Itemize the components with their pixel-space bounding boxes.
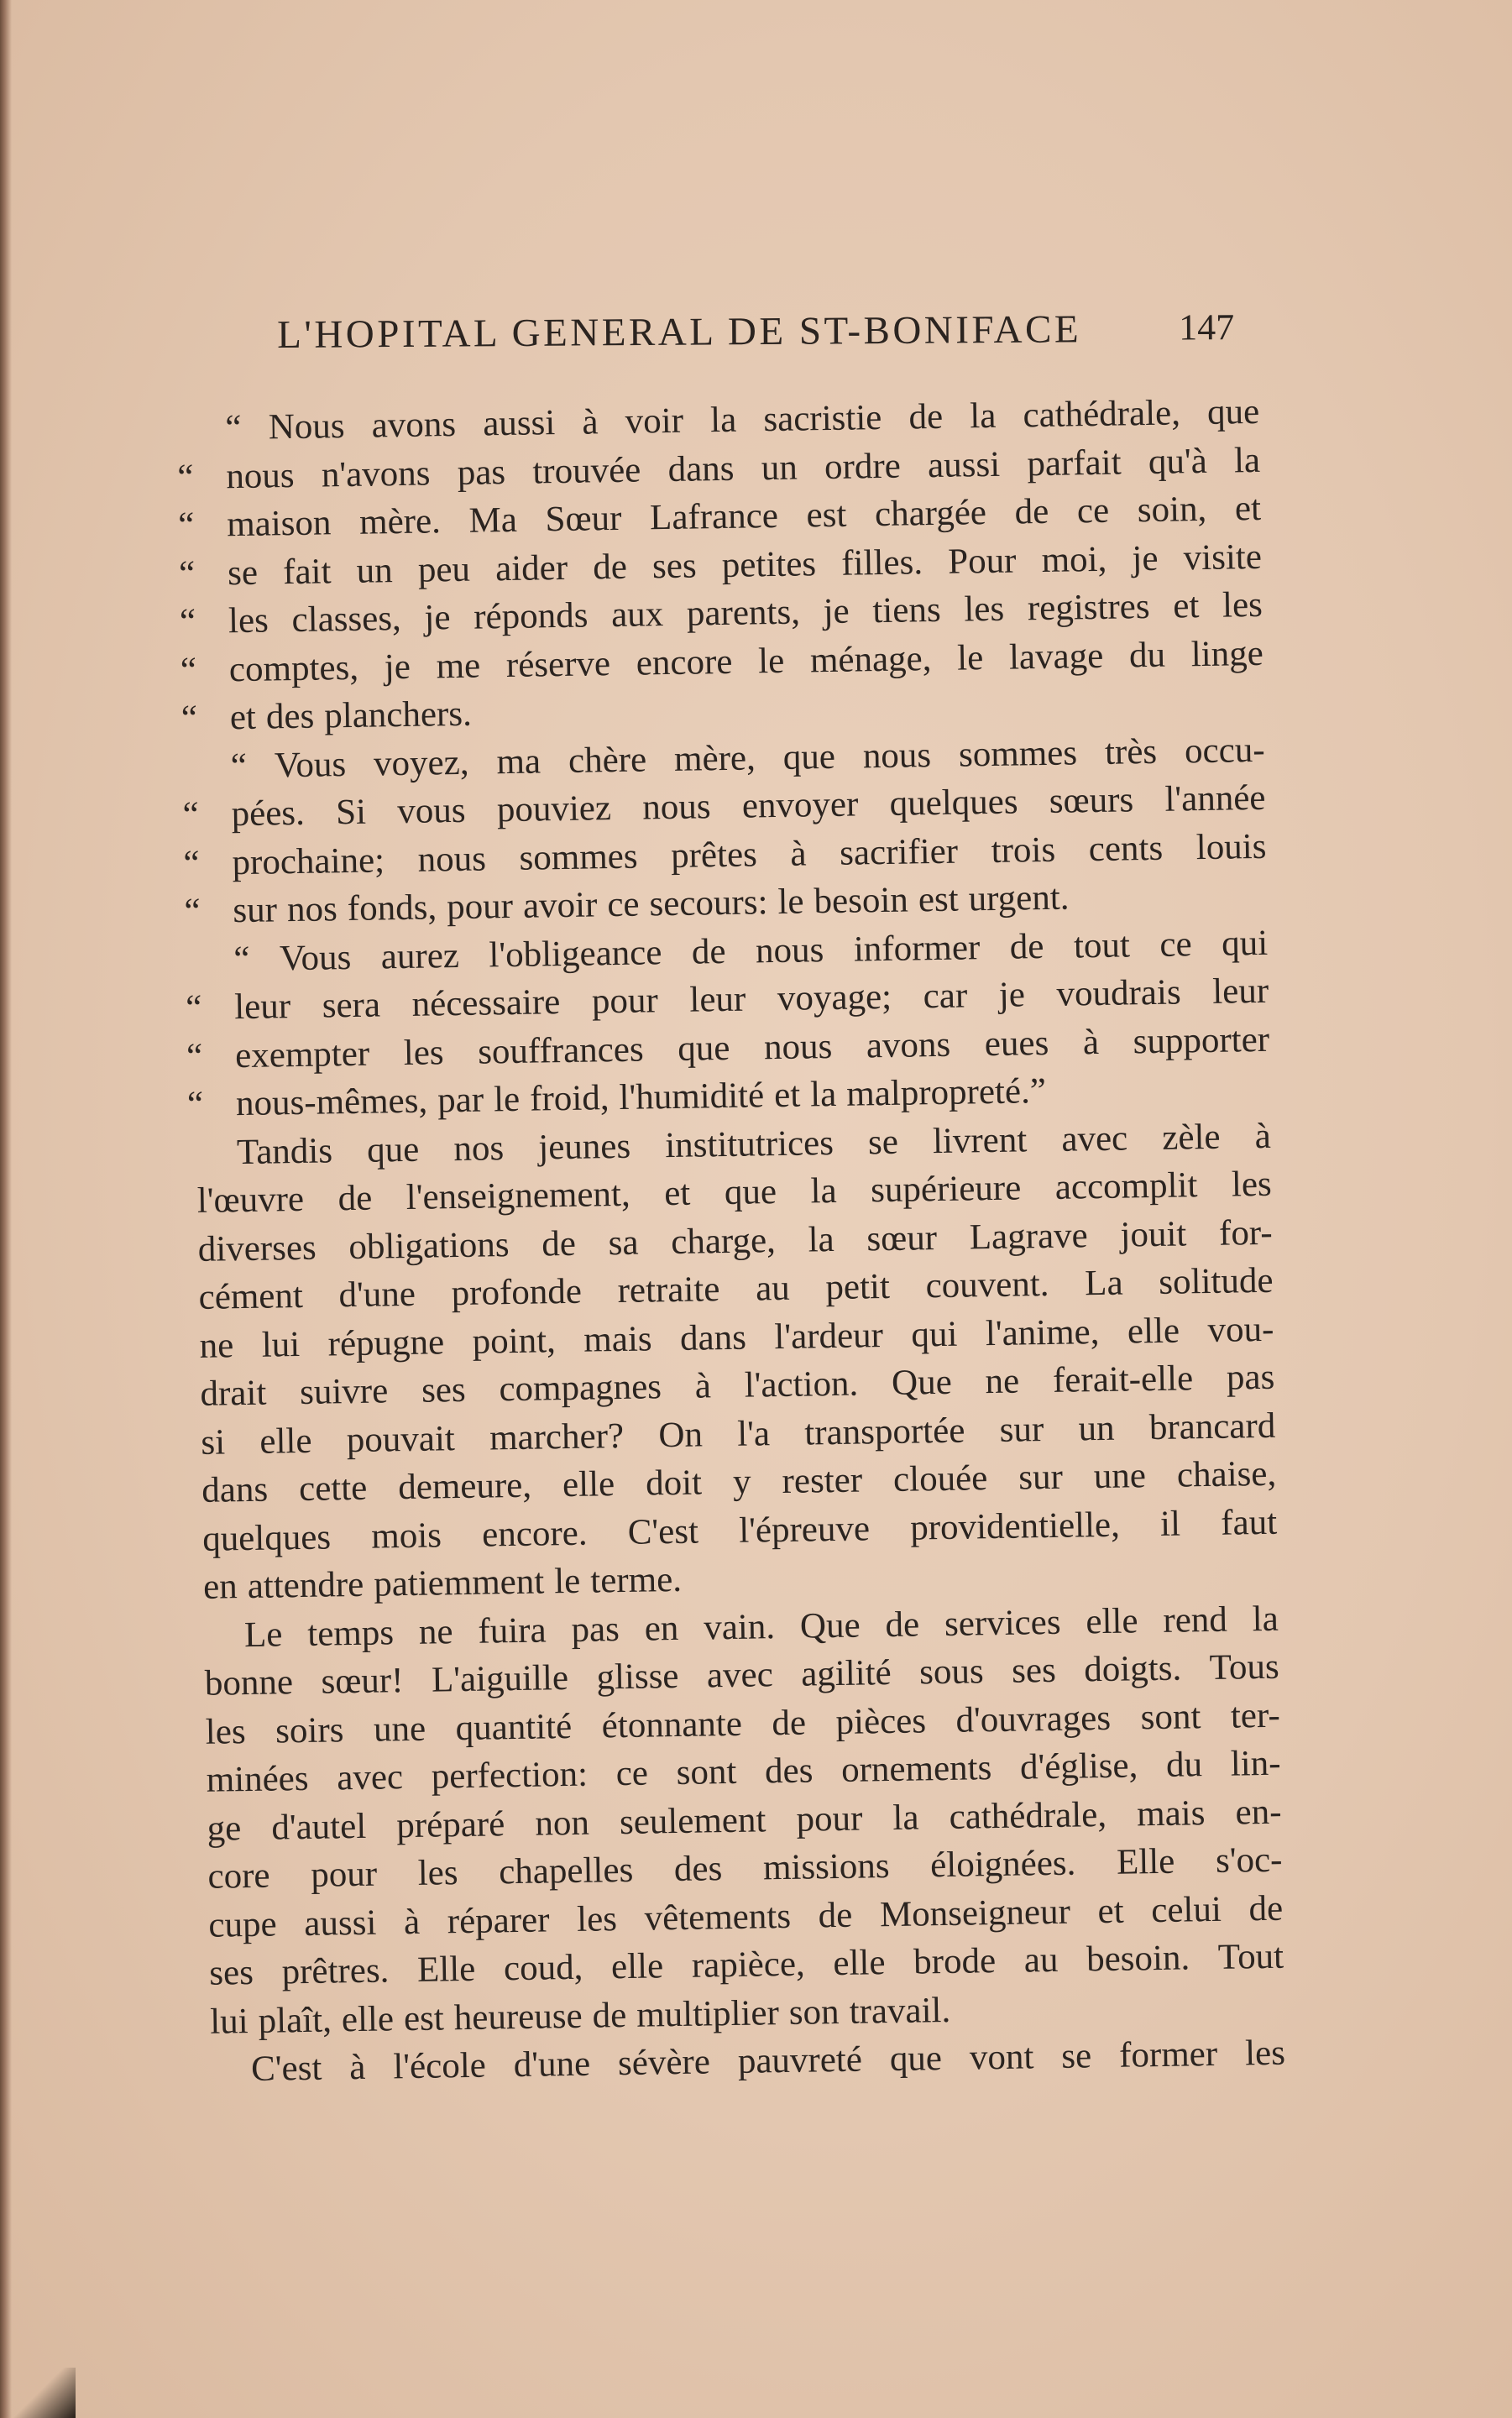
text-line: “ se fait un peu aider de ses petites filles. Pour moi, je visite [187,532,1263,598]
text-line: l'œuvre de l'enseignement, et que la supérieure accomplit les [196,1164,1273,1221]
text-line: “ prochaine; nous sommes prêtes à sacrifier trois cents louis [191,822,1267,887]
text-line: bonne sœur! L'aiguille glisse avec agilité sous ses doigts. Tous [204,1646,1280,1704]
text-line: lui plaît, elle est heureuse de multiplier son travail. [209,1990,951,2042]
text-line: “ leur sera nécessaire pour leur voyage; car je voudrais leur [194,967,1269,1033]
text-line: minées avec perfection: ce sont des ornements d'église, du lin- [206,1743,1281,1800]
text-line: quelques mois encore. C'est l'épreuve providentielle, il faut [201,1502,1278,1559]
quote-mark: “ [186,1036,203,1076]
text-line: “ exempter les souffrances que nous avons eues à supporter [195,1015,1270,1081]
quote-mark: “ [176,457,194,497]
text-line: ses prêtres. Elle coud, elle rapièce, elle brode au besoin. Tout [208,1936,1284,1993]
text-line: drait suivre ses compagnes à l'action. Que ne ferait-elle pas [200,1357,1275,1414]
quote-mark: “ [178,553,196,594]
text-line: “ nous-mêmes, par le froid, l'humidité et la malpropreté.” [196,1064,1271,1129]
text-line: les soirs une quantité étonnante de pièces d'ouvrages sont ter- [205,1695,1281,1752]
quote-mark: “ [180,650,197,690]
page-binding-edge [0,0,12,2418]
quote-mark: “ [177,505,195,546]
text-line: “ Vous voyez, ma chère mère, que nous sommes très occu- [230,730,1265,786]
page-header [277,306,1234,363]
text-line: si elle pouvait marcher? On l'a transportée sur un brancard [201,1405,1276,1463]
text-line: ne lui répugne point, mais dans l'ardeur qui l'anime, elle vou- [199,1309,1274,1366]
text-line: “ les classes, je réponds aux parents, je tiens les registres et les [188,581,1263,646]
text-line: “ et des planchers. [189,678,1264,743]
text-line: “ Vous aurez l'obligeance de nous informer de tout ce qui [233,923,1269,979]
text-line: en attendre patiemment le terme. [202,1559,683,1607]
text-line: “ nous n'avons pas trouvée dans un ordre aussi parfait qu'à la [186,436,1261,501]
text-line: cément d'une profonde retraite au petit couvent. La solitude [198,1260,1274,1317]
text-line: Tandis que nos jeunes institutrices se livrent avec zèle à [236,1116,1272,1172]
body-text [176,388,1286,2094]
quote-mark: “ [186,1084,204,1125]
page-number: 147 [1178,306,1235,348]
quote-mark: “ [179,601,196,642]
text-line: diverses obligations de sa charge, la sœur Lagrave jouit for- [197,1212,1273,1269]
quote-mark: “ [182,794,200,835]
quote-mark: “ [185,987,202,1028]
text-line: “ sur nos fonds, pour avoir ce secours: le besoin est urgent. [192,871,1268,936]
text-line: dans cette demeure, elle doit y rester clouée sur une chaise, [201,1453,1277,1510]
text-line: “ Nous avons aussi à voir la sacristie de la cathédrale, que [225,391,1260,448]
text-line: “ comptes, je me réserve encore le ménage, le lavage du linge [189,629,1264,694]
text-line: core pour les chapelles des missions éloignées. Elle s'oc- [207,1840,1283,1897]
text-line: C'est à l'école d'une sévère pauvreté que vont se former les [250,2033,1286,2089]
text-line: ge d'autel préparé non seulement pour la cathédrale, mais en- [207,1792,1282,1849]
corner-shadow [0,2368,76,2418]
text-line: Le temps ne fuira pas en vain. Que de services elle rend la [243,1599,1279,1655]
quote-mark: “ [183,843,201,883]
quote-mark: “ [180,698,198,739]
running-title: L'HOPITAL GENERAL DE ST-BONIFACE [277,307,1082,357]
quote-mark: “ [184,891,201,932]
text-line: “ maison mère. Ma Sœur Lafrance est chargée de ce soin, et [186,484,1262,550]
text-line: “ pées. Si vous pouviez nous envoyer quelques sœurs l'année [191,774,1266,840]
text-line: cupe aussi à réparer les vêtements de Monseigneur et celui de [208,1888,1284,1945]
